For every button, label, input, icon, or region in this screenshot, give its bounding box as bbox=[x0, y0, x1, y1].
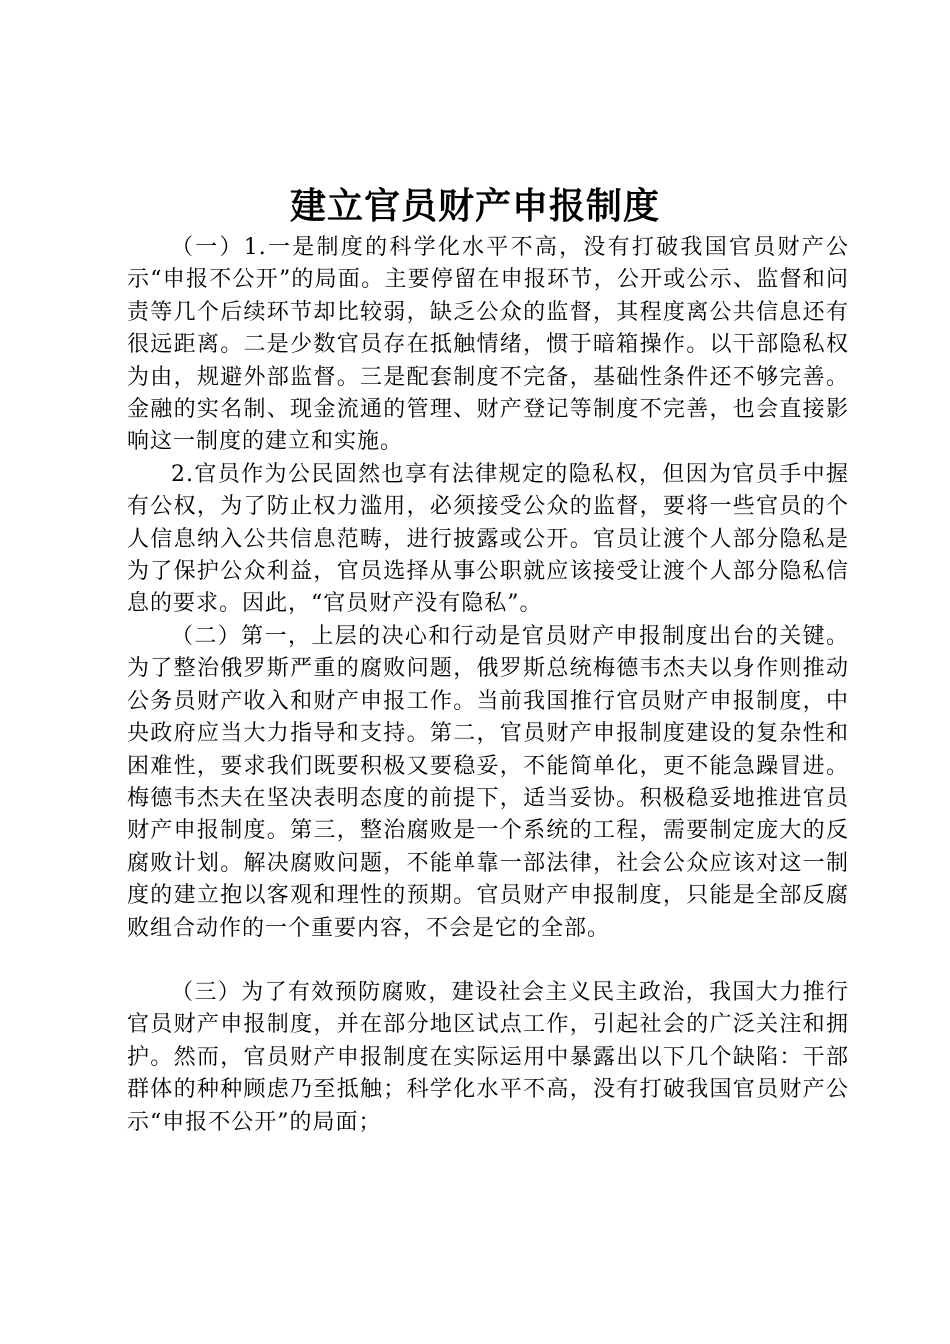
paragraph-section-2: （二）第一，上层的决心和行动是官员财产申报制度出台的关键。为了整治俄罗斯严重的腐败问题，俄罗斯总统梅德韦杰夫以身作则推动公务员财产收入和财产申报工作。当前我国推行官员财产申报制度，中央政府应当大力指导和支持。第二，官员财产申报制度建设的复杂性和困难性，要求我们既要积极又要稳妥，不能简单化，更不能急躁冒进。梅德韦杰夫在坚决表明态度的前提下，适当妥协。积极稳妥地推进官员财产申报制度。第三，整治腐败是一个系统的工程，需要制定庞大的反腐败计划。解决腐败问题，不能单靠一部法律，社会公众应该对这一制度的建立抱以客观和理性的预期。官员财产申报制度，只能是全部反腐败组合动作的一个重要内容，不会是它的全部。 bbox=[127, 623, 849, 941]
paragraph-section-3: （三）为了有效预防腐败，建设社会主义民主政治，我国大力推行官员财产申报制度，并在部分地区试点工作，引起社会的广泛关注和拥护。然而，官员财产申报制度在实际运用中暴露出以下几个缺陷：干部群体的种种顾虑乃至抵触；科学化水平不高，没有打破我国官员财产公示“申报不公开”的局面； bbox=[127, 979, 849, 1135]
document-title: 建立官员财产申报制度 bbox=[289, 186, 660, 227]
paragraph-spacer bbox=[127, 945, 849, 977]
document-body bbox=[127, 232, 849, 1139]
paragraph-section-1-point-2: 2.官员作为公民固然也享有法律规定的隐私权，但因为官员手中握有公权，为了防止权力滥用，必须接受公众的监督，要将一些官员的个人信息纳入公共信息范畴，进行披露或公开。官员让渡个人部分隐私是为了保护公众利益，官员选择从事公职就应该接受让渡个人部分隐私信息的要求。因此，“官员财产没有隐私”。 bbox=[127, 461, 849, 617]
paragraph-section-1: （一）1.一是制度的科学化水平不高，没有打破我国官员财产公示“申报不公开”的局面。主要停留在申报环节，公开或公示、监督和问责等几个后续环节却比较弱，缺乏公众的监督，其程度离公共信息还有很远距离。二是少数官员存在抵触情绪，惯于暗箱操作。以干部隐私权为由，规避外部监督。三是配套制度不完备，基础性条件还不够完善。金融的实名制、现金流通的管理、财产登记等制度不完善，也会直接影响这一制度的建立和实施。 bbox=[127, 235, 849, 455]
